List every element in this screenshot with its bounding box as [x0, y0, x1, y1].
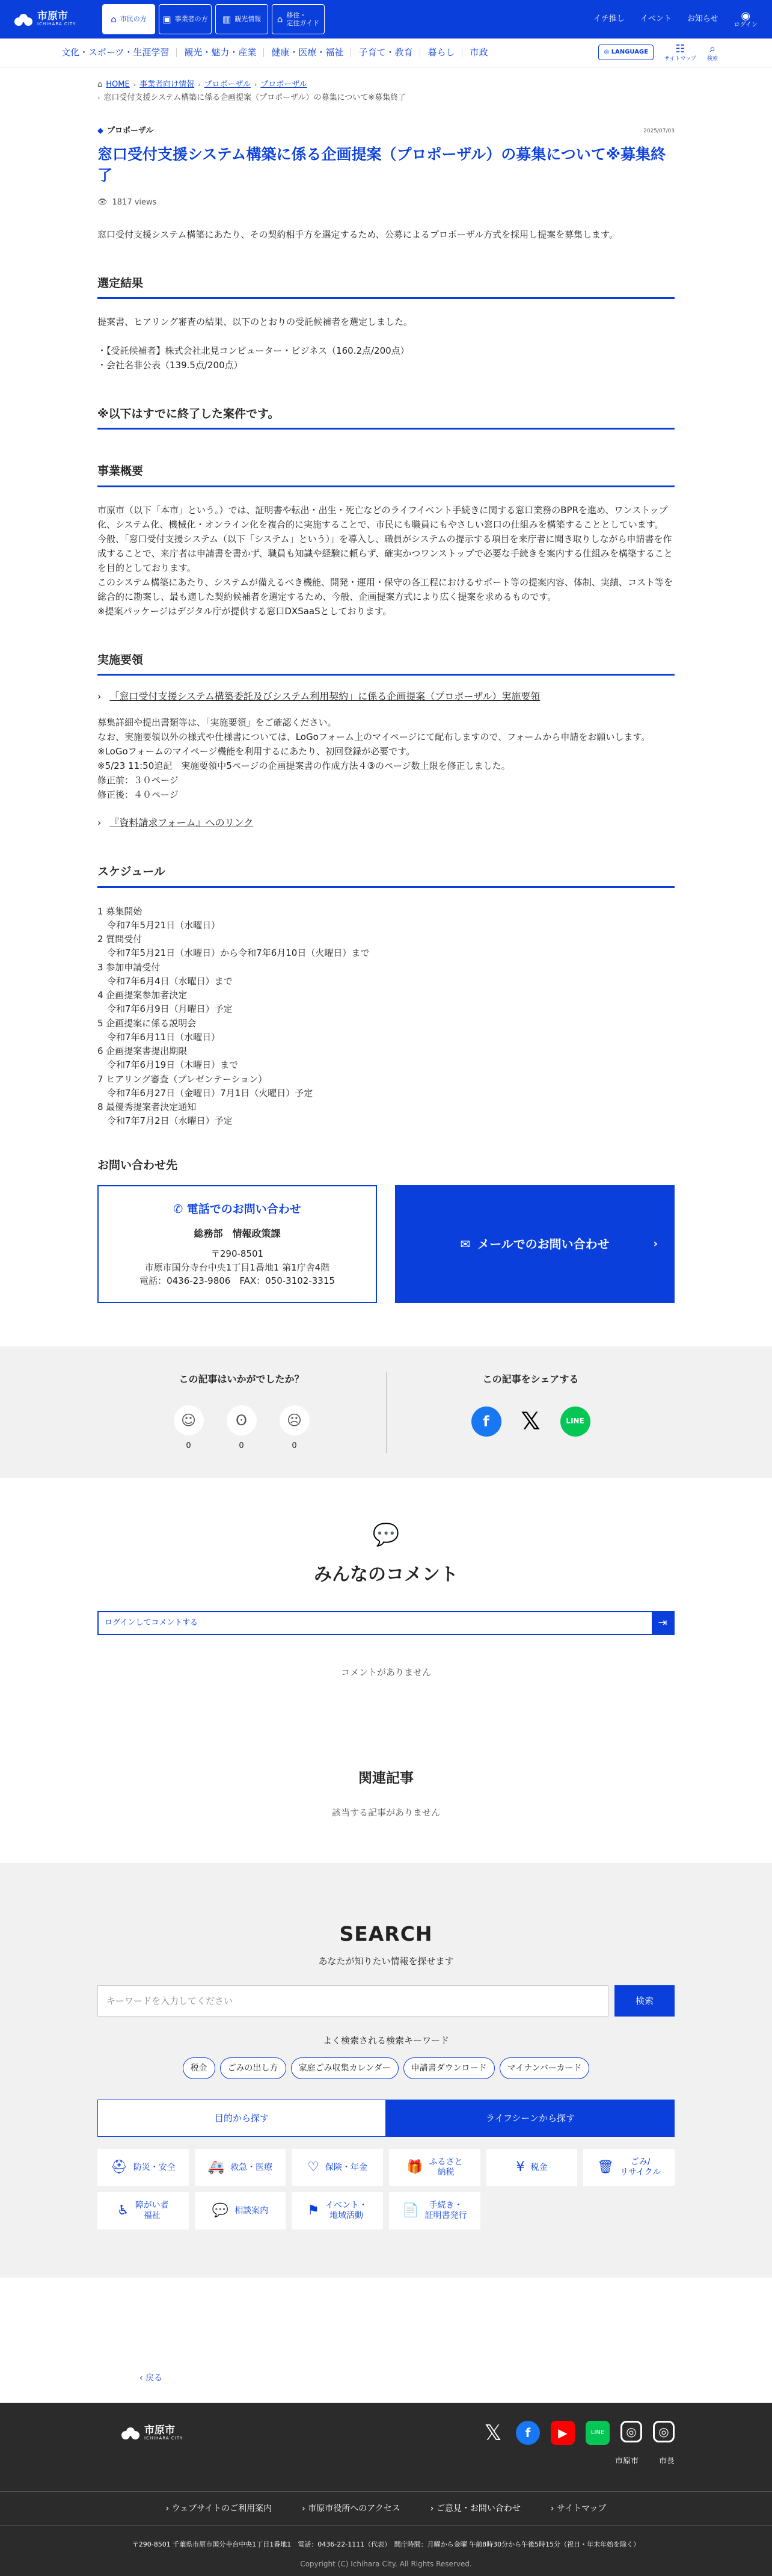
category-tile[interactable]: [389, 2149, 480, 2186]
instagram-icon[interactable]: ◎: [653, 2421, 675, 2442]
schedule-item-date: 令和7年6月11日（水曜日）: [107, 1031, 221, 1043]
chevron-right-icon: ›: [653, 1237, 658, 1250]
search-submit-button[interactable]: 検索: [614, 1985, 675, 2017]
youtube-icon[interactable]: ▶: [551, 2421, 575, 2445]
sad-face-icon: ☹: [280, 1405, 310, 1435]
tile-label: 救急・医療: [230, 2162, 273, 2172]
divider: [386, 1372, 387, 1452]
schedule-item-title: 8 最優秀提案者決定通知: [97, 1102, 197, 1113]
schedule-list: [97, 905, 675, 1129]
nav-living[interactable]: 暮らし: [420, 48, 462, 57]
audience-tabs: [102, 4, 325, 34]
schedule-item-date: 令和7年6月19日（木曜日）まで: [107, 1059, 239, 1071]
nav-citygov[interactable]: 市政: [470, 47, 488, 58]
schedule-item-title: 3 参加申請受付: [97, 961, 161, 973]
facebook-icon[interactable]: f: [516, 2421, 540, 2445]
schedule-item-title: 2 質問受付: [97, 934, 142, 945]
keyword-chip[interactable]: 家庭ごみ収集カレンダー: [291, 2057, 399, 2079]
footer-link-label: ご意見・お問い合わせ: [436, 2504, 521, 2514]
chevron-right-icon: ›: [97, 816, 102, 828]
logo-name: 市原市: [144, 2424, 175, 2436]
contact-section: [97, 1156, 675, 1303]
section-heading: 事業概要: [97, 462, 675, 487]
tile-label: 税金: [530, 2162, 548, 2172]
footer-link-contact[interactable]: › ご意見・お問い合わせ: [430, 2504, 521, 2514]
schedule-item-title: 1 募集開始: [97, 905, 142, 917]
tile-label: ふるさと 納税: [429, 2157, 463, 2178]
chevron-right-icon: ›: [198, 81, 201, 89]
schedule-item-date: 令和7年6月27日（金曜日）7月1日（火曜日）予定: [107, 1087, 313, 1098]
phone-icon: ✆: [173, 1203, 187, 1216]
nav-health[interactable]: 健康・医療・福祉: [264, 48, 351, 57]
publish-date: 2025/07/03: [643, 128, 675, 135]
category-tile[interactable]: [292, 2192, 383, 2229]
ended-notice-heading: ※以下はすでに終了した案件です。: [97, 405, 675, 430]
nav-culture[interactable]: 文化・スポーツ・生涯学習: [54, 48, 177, 57]
category-tile[interactable]: [583, 2149, 675, 2186]
tab-business[interactable]: [159, 4, 212, 34]
comment-bubble-icon: 💬: [372, 1522, 400, 1547]
gift-icon: 🎁: [406, 2159, 423, 2175]
category-tile[interactable]: [195, 2149, 286, 2186]
surprised-face-icon: ʘ: [227, 1405, 257, 1435]
site-logo[interactable]: [14, 11, 102, 26]
tab-by-purpose[interactable]: 目的から探す: [97, 2100, 386, 2137]
footer-link-label: ウェブサイトのご利用案内: [171, 2504, 272, 2514]
selection-section: [97, 274, 675, 372]
category-tag[interactable]: [97, 125, 153, 138]
link-recommended[interactable]: イチ推し: [593, 14, 625, 23]
schedule-item-title: 5 企画提案に係る説明会: [97, 1017, 197, 1029]
schedule-item-title: 6 企画提案書提出期限: [97, 1046, 188, 1057]
rating-question: この記事はいかがでしたか？: [179, 1373, 304, 1385]
comments-title: みんなのコメント: [314, 1564, 458, 1586]
footer-link-sitemap[interactable]: › サイトマップ: [550, 2504, 607, 2514]
ambulance-icon: 🚑: [207, 2159, 225, 2175]
search-input[interactable]: キーワードを入力してください: [97, 1985, 608, 2017]
search-icon: ⌕: [709, 43, 716, 56]
rate-surprised-button[interactable]: [227, 1405, 257, 1453]
keyword-chip[interactable]: ごみの出し方: [220, 2057, 286, 2079]
line-icon[interactable]: LINE: [586, 2421, 610, 2445]
rate-sad-button[interactable]: [280, 1405, 310, 1453]
category-tile[interactable]: [389, 2192, 480, 2229]
rate-smile-button[interactable]: [174, 1405, 204, 1453]
rate-count: 0: [292, 1441, 297, 1450]
category-label: プロポーザル: [107, 126, 154, 135]
category-tile[interactable]: [486, 2149, 578, 2186]
address: 市原市国分寺台中央1丁目1番地1 第1庁舎4階: [144, 1262, 330, 1273]
search-tabs: [97, 2100, 675, 2137]
social-links: [481, 2421, 675, 2445]
category-tile[interactable]: [97, 2192, 189, 2229]
category-tile[interactable]: [195, 2192, 286, 2229]
tax-icon: ¥: [516, 2159, 525, 2175]
breadcrumb: [97, 67, 675, 105]
chat-icon: 💬: [212, 2202, 229, 2218]
phone-fax: 電話：0436-23-9806 FAX：050-3102-3315: [139, 1275, 335, 1287]
heart-hand-icon: ♡: [307, 2159, 320, 2175]
crumb-business[interactable]: 事業者向け情報: [139, 79, 195, 89]
logo-sub: ICHIHARA CITY: [144, 2435, 183, 2441]
page-title: 窓口受付支援システム構築に係る企画提案（プロポーザル）の募集について※募集終了: [97, 145, 666, 184]
form-link[interactable]: [97, 815, 675, 831]
footer-link-usage[interactable]: › ウェブサイトのご利用案内: [165, 2504, 272, 2514]
category-tiles: [97, 2149, 675, 2229]
wheelchair-icon: ♿: [117, 2202, 129, 2218]
rate-count: 0: [239, 1441, 244, 1450]
login-button[interactable]: [734, 10, 758, 29]
footer-mayor-link[interactable]: 市長: [658, 2457, 675, 2467]
tile-label: 障がい者 福祉: [135, 2201, 169, 2221]
mail-icon: ✉: [460, 1237, 471, 1252]
related-title: 関連記事: [358, 1770, 414, 1787]
house-icon: ⌂: [277, 14, 283, 25]
copyright: Copyright (C) Ichihara City. All Rights Reserved.: [300, 2559, 472, 2568]
briefcase-icon: ▣: [162, 14, 171, 25]
section-heading: スケジュール: [97, 863, 675, 887]
link-events[interactable]: イベント: [640, 14, 672, 23]
tile-label: イベント・ 地域活動: [325, 2201, 368, 2221]
eye-icon: 👁: [97, 197, 108, 207]
schedule-item-date: 令和7年6月9日（月曜日）予定: [107, 1003, 233, 1015]
overview-section: [97, 462, 675, 618]
main-nav: [0, 39, 772, 67]
logo-mark-icon: [121, 2426, 139, 2439]
sitemap-button[interactable]: [664, 43, 696, 62]
search-section: [0, 1863, 772, 2278]
tile-label: 手続き・ 証明書発行: [424, 2201, 467, 2221]
link-news[interactable]: お知らせ: [687, 14, 718, 23]
tab-migration[interactable]: [272, 4, 325, 34]
login-arrow-icon: ⇥: [652, 1612, 673, 1634]
department: 総務部 情報政策課: [194, 1227, 281, 1239]
footer-links: [0, 2491, 772, 2526]
logo-name: 市原市: [37, 10, 68, 23]
login-label: ログイン: [734, 22, 758, 29]
site-footer: [0, 2403, 772, 2576]
schedule-item-title: 4 企画提案参加者決定: [97, 990, 188, 1001]
search-button[interactable]: [707, 43, 718, 62]
view-count: [97, 197, 675, 209]
crumb-proposal[interactable]: プロポーザル: [204, 79, 251, 89]
chevron-right-icon: ›: [254, 81, 257, 89]
guidelines-link-label: 「窓口受付支援システム構築委託及びシステム利用契約」に係る企画提案（プロポーザル）実施要領: [109, 691, 541, 703]
keyword-title: よく検索される検索キーワード: [322, 2035, 449, 2046]
tag-icon: ◆: [97, 126, 103, 135]
sitemap-icon: ☷: [675, 43, 685, 56]
smile-face-icon: ☺: [174, 1405, 204, 1435]
category-tile[interactable]: [97, 2149, 189, 2186]
tile-label: ごみ/ リサイクル: [620, 2157, 661, 2178]
keyword-chip[interactable]: マイナンバーカード: [500, 2057, 590, 2079]
top-links: [593, 10, 758, 29]
footer-address: 〒290-8501 千葉県市原市国分寺台中央1丁目1番地1 電話：0436-22-1111（代表） 開庁時間：月曜から金曜 午前8時30分から午後5時15分（祝日・年末年始を除く）: [132, 2541, 640, 2549]
tab-by-life-scene[interactable]: ライフシーンから探す: [386, 2100, 675, 2137]
site-header: [0, 0, 772, 67]
tel-title: 電話でのお問い合わせ: [186, 1203, 301, 1216]
back-label: 戻る: [146, 2373, 163, 2383]
x-icon[interactable]: 𝕏: [484, 2420, 502, 2445]
overview-text: 市原市（以下「本市」という。）では、証明書や転出・出生・死亡などのライフイベント手続きに関する窓口業務のBPRを進め、ワンストップ化、システム化、機械化・オンライン化を複合的に実施することで、市民にも職員にもやさしい窓口の仕組みを構築することとしています。 今般、「窓口受付支援システム（以下「システム」という）」を導入し、職員がシステムの提示する項目を来庁者に聞き取りしながら申請書を作成することで、来庁者は申請書を書かず、職員も知識や経験に頼らず、確実かつワンストップで必要な手続きを案内する仕組みを構築することを目的としております。 このシステム構築にあたり、システムが備えるべき機能、開発・運用・保守の各工程におけるサポート等の提案内容、体制、実績、コスト等を総合的に勘案し、最も適した契約候補者を選定するため、今般、企画提案方式により広く提案を求めるものです。 ※提案パッケージはデジタル庁が提供する窓口DXSaaSとしております。: [97, 504, 673, 617]
share-title: この記事をシェアする: [482, 1373, 579, 1385]
tab-citizens[interactable]: [102, 4, 155, 34]
keyword-list: [0, 2057, 772, 2079]
user-icon: ◉: [741, 9, 751, 22]
sitemap-label: サイトマップ: [664, 55, 696, 62]
selection-text: 提案書、ヒアリング審査の結果、以下のとおりの受託候補者を選定しました。: [97, 316, 413, 327]
mail-contact-button[interactable]: [395, 1185, 675, 1303]
rating-share-band: [0, 1346, 772, 1478]
keyword-chip[interactable]: 税金: [183, 2057, 215, 2079]
document-icon: 📄: [402, 2202, 419, 2218]
crumb-current: 窓口受付支援システム構築に係る企画提案（プロポーザル）の募集について※募集終了: [103, 93, 406, 102]
chevron-right-icon: ›: [97, 94, 100, 102]
globe-icon: ◎: [604, 49, 611, 56]
footer-link-access[interactable]: › 市原市役所へのアクセス: [302, 2504, 400, 2514]
line-share-icon[interactable]: LINE: [560, 1407, 590, 1437]
x-share-icon[interactable]: 𝕏: [521, 1407, 541, 1435]
guidelines-section: [97, 651, 675, 831]
views-label: 1817 views: [112, 197, 157, 207]
comments-section: [0, 1478, 772, 1820]
lead-text: 窓口受付支援システム構築にあたり、その契約相手方を選定するため、公募によるプロポーザル方式を採用し提案を募集します。: [97, 229, 618, 240]
no-comments-text: コメントがありません: [340, 1667, 431, 1678]
tile-label: 保険・年金: [325, 2162, 368, 2172]
guidelines-link[interactable]: [97, 689, 675, 704]
tile-label: 相談案内: [234, 2205, 269, 2216]
nav-tourism[interactable]: 観光・魅力・産業: [177, 48, 264, 57]
trash-icon: 🗑: [597, 2159, 614, 2175]
chevron-left-icon: ‹: [139, 2373, 146, 2383]
event-icon: ⚑: [307, 2202, 320, 2218]
schedule-item-date: 令和7年5月21日（水曜日）: [107, 919, 221, 931]
category-tile[interactable]: [292, 2149, 383, 2186]
schedule-item-date: 令和7年6月4日（水曜日）まで: [107, 975, 233, 987]
footer-city-link[interactable]: 市原市: [614, 2457, 639, 2467]
section-heading: 選定結果: [97, 274, 675, 299]
postal-code: 〒290-8501: [210, 1248, 264, 1260]
search-title: SEARCH: [339, 1921, 433, 1946]
helmet-icon: ⛑: [110, 2159, 127, 2175]
search-subtitle: あなたが知りたい情報を探せます: [318, 1955, 454, 1967]
schedule-item-date: 令和7年5月21日（水曜日）から令和7年6月10日（火曜日）まで: [107, 948, 370, 959]
top-bar: [0, 0, 772, 39]
section-heading: 実施要領: [97, 651, 675, 676]
chevron-right-icon: ›: [133, 81, 136, 89]
phone-contact-box: [97, 1185, 377, 1303]
no-related-text: 該当する記事がありません: [331, 1807, 440, 1818]
tab-label: 観光情報: [234, 15, 262, 23]
schedule-section: [97, 863, 675, 1128]
schedule-item-title: 7 ヒアリング審査（プレゼンテーション）: [97, 1073, 268, 1085]
facebook-share-icon[interactable]: f: [471, 1407, 501, 1437]
footer-logo[interactable]: [121, 2426, 183, 2441]
footer-link-label: サイトマップ: [556, 2504, 607, 2514]
keyword-chip[interactable]: 申請書ダウンロード: [403, 2057, 495, 2079]
home-icon: ⌂: [111, 14, 117, 25]
tile-label: 防災・安全: [133, 2162, 176, 2172]
schedule-item-date: 令和7年7月2日（水曜日）予定: [107, 1115, 233, 1127]
building-icon: ▥: [222, 14, 231, 25]
tab-tourism[interactable]: [215, 4, 268, 34]
rate-count: 0: [186, 1441, 191, 1450]
tab-label: 事業者の方: [174, 15, 208, 23]
logo-sub: ICHIHARA CITY: [37, 22, 76, 27]
list-item: ・会社名非公表（139.5点/200点）: [97, 359, 243, 371]
crumb-home[interactable]: HOME: [106, 79, 130, 89]
section-heading: お問い合わせ先: [97, 1158, 178, 1172]
home-icon: ⌂: [97, 79, 103, 89]
guidelines-text: 募集詳細や提出書類等は、「実施要領」をご確認ください。 なお、実施要領以外の様式や仕様書については、LoGoフォーム上のマイページにて配布しますので、フォームから申請をお願いします。 ※LoGoフォームのマイページ機能を利用するにあたり、初回登録が必要です。 ※5/23 11:50追記 実施要領中5ページの企画提案書の作成方法４③のページ数上限を修正しました。 修正前：３０ページ 修正後：４０ページ: [97, 716, 651, 800]
article-main: [97, 67, 675, 1303]
back-link[interactable]: [97, 2278, 675, 2403]
list-item: ・【受託候補者】株式会社北見コンピューター・ビジネス（160.2点/200点）: [97, 345, 409, 356]
selection-list: [97, 344, 675, 372]
language-label: LANGUAGE: [611, 49, 648, 56]
crumb-proposal-sub[interactable]: プロポーザル: [260, 79, 307, 89]
nav-childcare[interactable]: 子育て・教育: [351, 48, 420, 57]
mail-title: メールでのお問い合わせ: [477, 1237, 610, 1252]
chevron-right-icon: ›: [97, 691, 102, 703]
search-label: 検索: [706, 55, 718, 62]
rating-block: [121, 1372, 362, 1452]
comment-login-label: ログインしてコメントする: [105, 1618, 198, 1627]
form-link-label: 『資料請求フォーム』へのリンク: [109, 816, 254, 828]
tab-label: 市民の方: [120, 15, 147, 23]
footer-link-label: 市原市役所へのアクセス: [308, 2504, 400, 2514]
comment-login-button[interactable]: [97, 1611, 675, 1635]
logo-mark-icon: [14, 13, 32, 26]
share-block: [411, 1372, 651, 1452]
instagram-icon[interactable]: ◎: [620, 2421, 642, 2442]
tab-label: 移住・ 定住ガイド: [286, 11, 320, 27]
language-button[interactable]: [598, 45, 654, 60]
